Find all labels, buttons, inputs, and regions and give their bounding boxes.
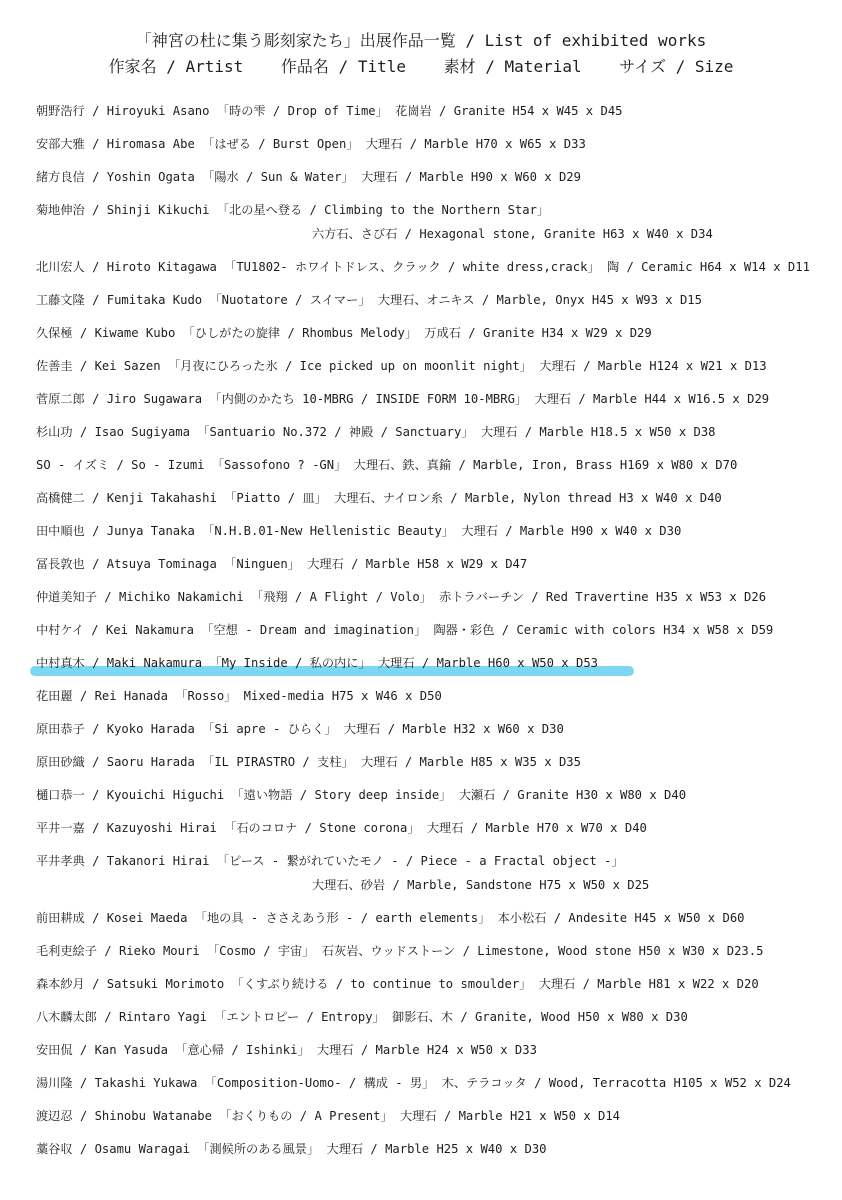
work-entry-line: SO - イズミ / So - Izumi 「Sassofono ? -GN」 大理石、鉄、真鍮 / Marble, Iron, Brass H169 x W80 x D70 — [36, 458, 738, 472]
work-entry-line: 原田恭子 / Kyoko Harada 「Si apre - ひらく」 大理石 / Marble H32 x W60 x D30 — [36, 722, 564, 736]
work-entry-line: 樋口恭一 / Kyouichi Higuchi 「遠い物語 / Story deep inside」 大瀬石 / Granite H30 x W80 x D40 — [36, 788, 687, 802]
column-headings — [0, 56, 842, 78]
work-entry-line: 高橋健二 / Kenji Takahashi 「Piatto / 皿」 大理石、ナイロン糸 / Marble, Nylon thread H3 x W40 x D40 — [36, 491, 722, 505]
work-entry-line: 冨長敦也 / Atsuya Tominaga 「Ninguen」 大理石 / Marble H58 x W29 x D47 — [36, 557, 528, 571]
work-entry-line: 田中順也 / Junya Tanaka 「N.H.B.01-New Hellenistic Beauty」 大理石 / Marble H90 x W40 x D30 — [36, 524, 682, 538]
work-entry-line: 渡辺忍 / Shinobu Watanabe 「おくりもの / A Present」 大理石 / Marble H21 x W50 x D14 — [36, 1109, 621, 1123]
works-list — [36, 101, 836, 1172]
work-entry — [36, 257, 836, 290]
artist-column-heading: 作家名 / Artist — [108, 57, 244, 76]
work-entry — [36, 1040, 836, 1073]
work-entry — [36, 653, 836, 686]
work-entry — [36, 200, 836, 257]
work-entry-line: 安部大雅 / Hiromasa Abe 「はぜる / Burst Open」 大理石 / Marble H70 x W65 x D33 — [36, 137, 586, 151]
work-entry — [36, 167, 836, 200]
document-title: 「神宮の杜に集う彫刻家たち」出展作品一覧 / List of exhibited works — [135, 31, 707, 50]
work-entry — [36, 422, 836, 455]
work-entry — [36, 101, 836, 134]
work-entry — [36, 356, 836, 389]
work-entry — [36, 686, 836, 719]
material-column-heading: 素材 / Material — [443, 57, 582, 76]
work-entry — [36, 908, 836, 941]
work-entry-line: 平井孝典 / Takanori Hirai 「ピース - 繋がれていたモノ - / Piece - a Fractal object -」 — [36, 854, 624, 868]
work-entry-line: 杉山功 / Isao Sugiyama 「Santuario No.372 / 神殿 / Sanctuary」 大理石 / Marble H18.5 x W50 x D38 — [36, 425, 716, 439]
work-entry-line: 緒方良信 / Yoshin Ogata 「陽水 / Sun & Water」 大理石 / Marble H90 x W60 x D29 — [36, 170, 581, 184]
work-entry — [36, 1139, 836, 1172]
work-entry-line: 佐善圭 / Kei Sazen 「月夜にひろった氷 / Ice picked up on moonlit night」 大理石 / Marble H124 x W21 x D13 — [36, 359, 767, 373]
work-entry-line: 藁谷収 / Osamu Waragai 「測候所のある風景」 大理石 / Marble H25 x W40 x D30 — [36, 1142, 547, 1156]
work-entry-line: 原田砂織 / Saoru Harada 「IL PIRASTRO / 支柱」 大理石 / Marble H85 x W35 x D35 — [36, 755, 581, 769]
work-entry-line: 花田麗 / Rei Hanada 「Rosso」 Mixed-media H75 x W46 x D50 — [36, 689, 442, 703]
work-entry — [36, 134, 836, 167]
work-entry-line: 中村ケイ / Kei Nakamura 「空想 - Dream and imagination」 陶器・彩色 / Ceramic with colors H34 x W58 x D59 — [36, 623, 774, 637]
list-header — [0, 30, 842, 78]
work-entry-line — [36, 655, 598, 671]
work-entry-line: 平井一嘉 / Kazuyoshi Hirai 「石のコロナ / Stone corona」 大理石 / Marble H70 x W70 x D40 — [36, 821, 647, 835]
work-entry-line: 菅原二郎 / Jiro Sugawara 「内側のかたち 10-MBRG / INSIDE FORM 10-MBRG」 大理石 / Marble H44 x W16.5 x D29 — [36, 392, 770, 406]
work-entry — [36, 455, 836, 488]
work-entry — [36, 1073, 836, 1106]
work-entry-line: 工藤文隆 / Fumitaka Kudo 「Nuotatore / スイマー」 大理石、オニキス / Marble, Onyx H45 x W93 x D15 — [36, 293, 702, 307]
work-entry — [36, 554, 836, 587]
work-entry-line: 北川宏人 / Hiroto Kitagawa 「TU1802- ホワイトドレス、クラック / white dress,crack」 陶 / Ceramic H64 x W14 x D11 — [36, 260, 810, 274]
work-entry — [36, 1106, 836, 1139]
work-entry — [36, 389, 836, 422]
work-entry — [36, 521, 836, 554]
work-entry — [36, 1007, 836, 1040]
work-entry-line: 毛利吏絵子 / Rieko Mouri 「Cosmo / 宇宙」 石灰岩、ウッドストーン / Limestone, Wood stone H50 x W30 x D23.5 — [36, 944, 764, 958]
size-column-heading: サイズ / Size — [619, 57, 734, 76]
work-entry — [36, 323, 836, 356]
work-entry — [36, 290, 836, 323]
title-column-heading: 作品名 / Title — [280, 57, 406, 76]
work-entry-line: 菊地伸治 / Shinji Kikuchi 「北の星へ登る / Climbing to the Northern Star」 — [36, 203, 550, 217]
work-entry — [36, 620, 836, 653]
work-entry-line: 森本紗月 / Satsuki Morimoto 「くすぶり続ける / to continue to smoulder」 大理石 / Marble H81 x W22 x D20 — [36, 977, 759, 991]
work-entry-line: 久保極 / Kiwame Kubo 「ひしがたの旋律 / Rhombus Melody」 万成石 / Granite H34 x W29 x D29 — [36, 326, 652, 340]
work-entry-text: 中村真木 / Maki Nakamura 「My Inside / 私の内に」 大理石 / Marble H60 x W50 x D53 — [36, 656, 598, 670]
work-entry — [36, 941, 836, 974]
work-entry-continuation: 大理石、砂岩 / Marble, Sandstone H75 x W50 x D25 — [312, 878, 650, 892]
work-entry-line: 安田侃 / Kan Yasuda 「意心帰 / Ishinki」 大理石 / Marble H24 x W50 x D33 — [36, 1043, 537, 1057]
work-entry-line: 朝野浩行 / Hiroyuki Asano 「時の雫 / Drop of Time」 花崗岩 / Granite H54 x W45 x D45 — [36, 104, 623, 118]
work-entry — [36, 719, 836, 752]
work-entry — [36, 587, 836, 620]
work-entry — [36, 851, 836, 908]
work-entry — [36, 974, 836, 1007]
work-entry-line: 前田耕成 / Kosei Maeda 「地の具 - ささえあう形 - / earth elements」 本小松石 / Andesite H45 x W50 x D60 — [36, 911, 745, 925]
work-entry — [36, 785, 836, 818]
work-entry-line: 仲道美知子 / Michiko Nakamichi 「飛翔 / A Flight / Volo」 赤トラバーチン / Red Travertine H35 x W53 x D26 — [36, 590, 767, 604]
work-entry-line: 八木麟太郎 / Rintaro Yagi 「エントロピー / Entropy」 御影石、木 / Granite, Wood H50 x W80 x D30 — [36, 1010, 688, 1024]
work-entry — [36, 818, 836, 851]
work-entry-line: 湯川隆 / Takashi Yukawa 「Composition-Uomo- / 構成 - 男」 木、テラコッタ / Wood, Terracotta H105 x W52 x D24 — [36, 1076, 791, 1090]
work-entry — [36, 752, 836, 785]
work-entry — [36, 488, 836, 521]
work-entry-continuation: 六方石、さび石 / Hexagonal stone, Granite H63 x W40 x D34 — [312, 227, 713, 241]
